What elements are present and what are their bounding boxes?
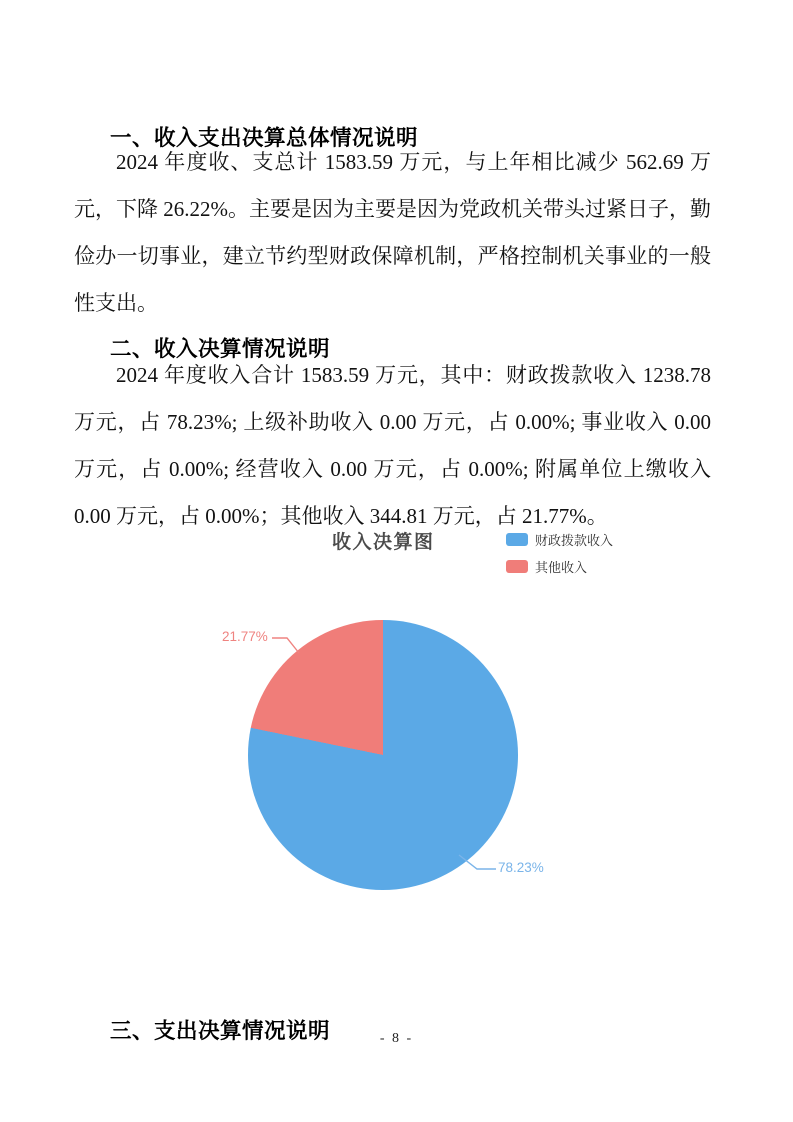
- section-2-heading: 二、收入决算情况说明: [110, 336, 331, 361]
- chart-legend: [506, 531, 613, 585]
- legend-item-fiscal: [506, 531, 613, 547]
- legend-label-other: 其他收入: [535, 559, 588, 575]
- leader-line-other: [272, 638, 299, 653]
- section-1-heading: 一、收入支出决算总体情况说明: [110, 125, 419, 150]
- page-number: - 8 -: [379, 1031, 414, 1046]
- legend-item-other: [506, 558, 613, 574]
- legend-swatch-other-icon: [506, 560, 528, 573]
- paragraph-income: 2024 年度收入合计 1583.59 万元，其中：财政拨款收入 1238.78 万元，占 78.23%; 上级补助收入 0.00 万元，占 0.00%; 事业收入 0.00 万元，占 0.00%; 经营收入 0.00 万元，占 0.00%; 附属单位上缴收入 0.00 万元，占 0.00%；其他收入 344.81 万元，占 21.77%。: [74, 363, 711, 528]
- legend-label-fiscal: 财政拨款收入: [535, 532, 614, 548]
- pie-percent-label-fiscal: 78.23%: [498, 860, 544, 875]
- section-3-heading: 三、支出决算情况说明: [110, 1018, 331, 1043]
- paragraph-overall: 2024 年度收、支总计 1583.59 万元，与上年相比减少 562.69 万元，下降 26.22%。主要是因为主要是因为党政机关带头过紧日子，勤俭办一切事业，建立节约型财政保障机制，严格控制机关事业的一般性支出。: [74, 150, 711, 315]
- chart-title: 收入决算图: [332, 532, 435, 553]
- pie-percent-label-other: 21.77%: [222, 629, 268, 644]
- income-pie: [248, 620, 518, 890]
- legend-swatch-fiscal-icon: [506, 533, 528, 546]
